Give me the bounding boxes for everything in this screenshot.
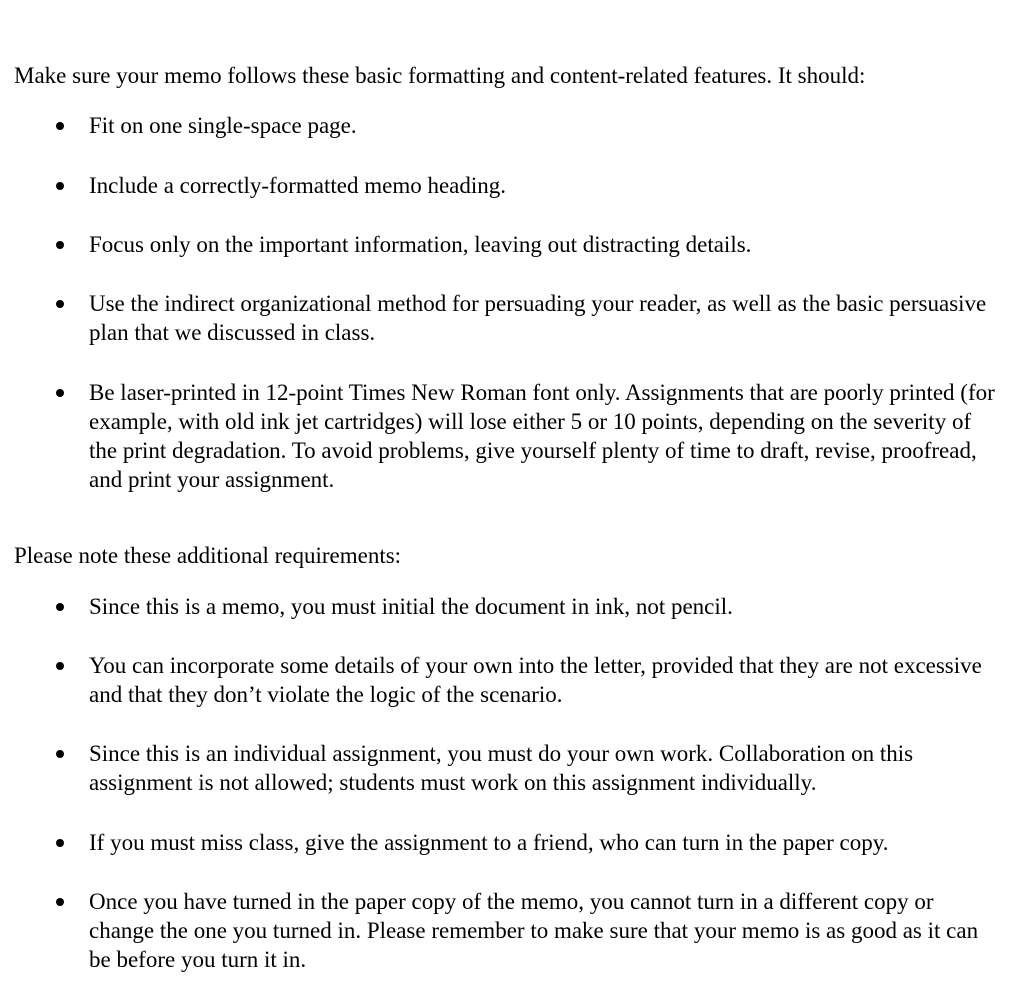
section-2-intro: Please note these additional requirements: [14, 543, 402, 568]
section-1-intro: Make sure your memo follows these basic formatting and content-related features. It should: [14, 63, 866, 88]
list-item-text: If you must miss class, give the assignment to a friend, who can turn in the paper copy. [89, 830, 889, 855]
list-item-text: Since this is a memo, you must initial the document in ink, not pencil. [89, 594, 733, 619]
list-item-text: Once you have turned in the paper copy of the memo, you cannot turn in a different copy or change the one you turned in. Please remember to make sure that your memo is as good as it can be before you turn it in. [89, 889, 979, 972]
list-item-text: Be laser-printed in 12-point Times New Roman font only. Assignments that are poorly printed (for example, with old ink jet cartridges) will lose either 5 or 10 points, depending on the severity of the print degradation. To avoid problems, give yourself plenty of time to draft, revise, proofread, and print your assignment. [89, 380, 995, 492]
list-item-text: Focus only on the important information, leaving out distracting details. [89, 232, 752, 257]
list-item-text: Fit on one single-space page. [89, 113, 357, 138]
list-item-text: You can incorporate some details of your own into the letter, provided that they are not excessive and that they don’t violate the logic of the scenario. [89, 653, 982, 707]
list-item-text: Include a correctly-formatted memo heading. [89, 173, 507, 198]
list-item-text: Since this is an individual assignment, you must do your own work. Collaboration on this assignment is not allowed; students must work on this assignment individually. [89, 741, 914, 795]
list-item-text: Use the indirect organizational method for persuading your reader, as well as the basic persuasive plan that we discussed in class. [89, 291, 987, 345]
